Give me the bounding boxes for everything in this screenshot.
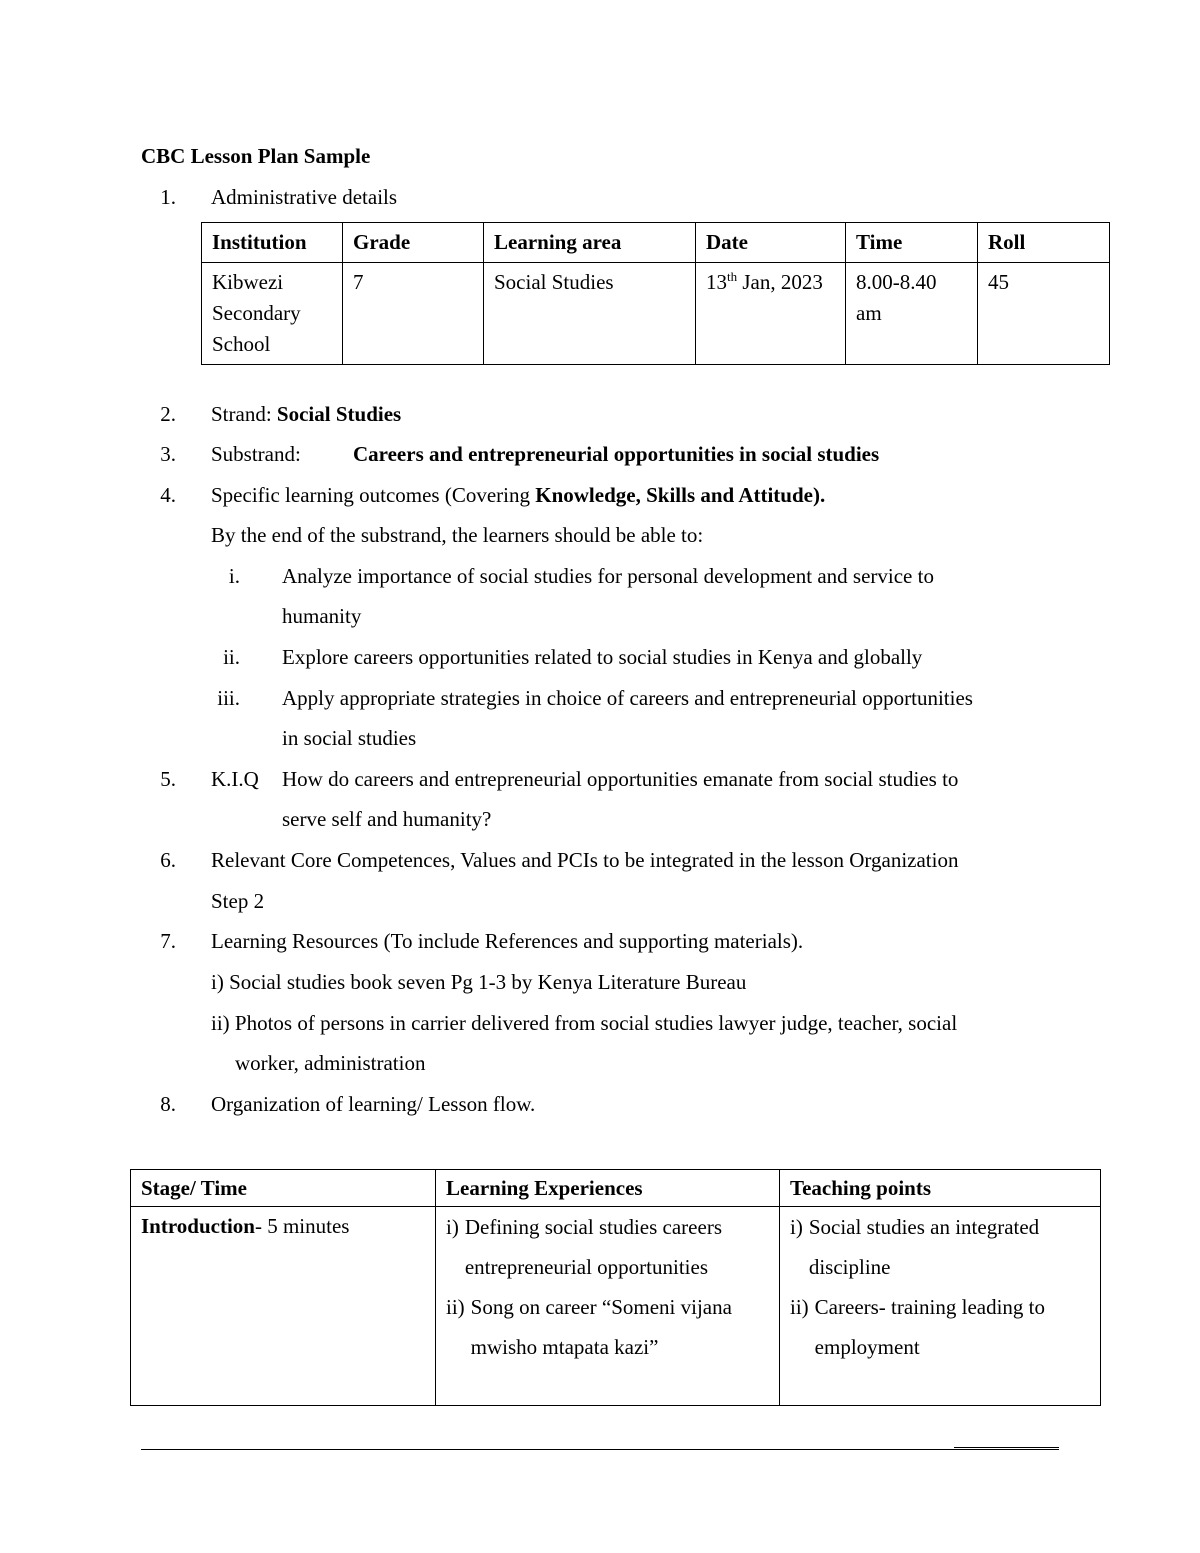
list-item: i) Defining social studies careers entrepreneurial opportunities <box>446 1215 722 1279</box>
cell-grade: 7 <box>343 263 484 365</box>
cell-time: 8.00-8.40 am <box>846 263 978 365</box>
header-roll: Roll <box>978 223 1110 263</box>
administrative-details-table <box>201 222 1110 365</box>
item-6-cont: Step 2 <box>211 889 265 913</box>
lesson-flow-table <box>130 1169 1101 1406</box>
header-date: Date <box>696 223 846 263</box>
header-learning-experiences: Learning Experiences <box>436 1170 780 1207</box>
cell-roll: 45 <box>978 263 1110 365</box>
header-grade: Grade <box>343 223 484 263</box>
document-title: CBC Lesson Plan Sample <box>141 144 371 168</box>
item-5-cont: serve self and humanity? <box>282 807 492 831</box>
cell-learning-experiences <box>436 1207 780 1406</box>
outcome-1-cont: humanity <box>282 604 362 628</box>
header-learning-area: Learning area <box>484 223 696 263</box>
header-stage-time: Stage/ Time <box>131 1170 436 1207</box>
header-teaching-points: Teaching points <box>780 1170 1101 1207</box>
cell-teaching-points <box>780 1207 1101 1406</box>
list-item: ii) Song on career “Someni vijana mwisho mtapata kazi” <box>446 1295 732 1359</box>
cell-stage: Introduction- 5 minutes <box>131 1207 436 1406</box>
table-header-row <box>202 223 1110 263</box>
resource-2: ii) Photos of persons in carrier delivered from social studies lawyer judge, teacher, social <box>211 1011 958 1035</box>
outcomes-intro: By the end of the substrand, the learners should be able to: <box>211 523 704 547</box>
header-institution: Institution <box>202 223 343 263</box>
list-item: ii) Careers- training leading to employment <box>790 1295 1046 1359</box>
header-time: Time <box>846 223 978 263</box>
table-row <box>202 263 1110 365</box>
list-item: i) Social studies an integrated discipline <box>790 1215 1040 1279</box>
table-header-row <box>131 1170 1101 1207</box>
cell-learning-area: Social Studies <box>484 263 696 365</box>
resource-2-cont: worker, administration <box>235 1051 426 1075</box>
resource-1: i) Social studies book seven Pg 1-3 by Kenya Literature Bureau <box>211 970 747 994</box>
table-row <box>131 1207 1101 1406</box>
document-page: CBC Lesson Plan Sample 1. Administrative details Institution Grade Learning area Date Time Roll Kibwezi Secondary School 7 Social Studies 13th Jan, 2023 8.00-8.40 am 45 2. Strand: Social Studies 3. Substrand: Careers and entrepreneurial opportunities in social studies 4. Specific learning outcomes (Covering Knowledge, Skills and Attitude). By the end of the substrand, the learners should be able to: i. Analyze importance of social studies for personal development and service to humanity ii. Explore careers opportunities related to social studies in Kenya and globally iii. Apply appropriate strategies in choice of careers and entrepreneurial opportunities in social studies 5. K.I.Q How do careers and entrepreneurial opportunities emanate from social studies to serve self and humanity? 6. Relevant Core Competences, Values and PCIs to be integrated in the lesson Organization Step 2 7. Learning Resources (To include References and supporting materials). i) Social studies book seven Pg 1-3 by Kenya Literature Bureau ii) Photos of persons in carrier delivered from social studies lawyer judge, teacher, social worker, administration 8. Organization of learning/ Lesson flow. Stage/ Time Learning Experiences Teaching points Introduction- 5 minutes i) Defining social studies careers entrepreneurial opportunities ii) Song on career “Someni vijana mwisho mtapata kazi” i) Social studies an integrated discipline ii) Careers- training leading to employment <box>0 0 1200 1553</box>
footer-rule <box>141 1449 1059 1450</box>
outcome-3-cont: in social studies <box>282 726 417 750</box>
cell-institution: Kibwezi Secondary School <box>202 263 343 365</box>
footer-rule-segment <box>954 1447 1059 1448</box>
cell-date: 13th Jan, 2023 <box>696 263 846 365</box>
